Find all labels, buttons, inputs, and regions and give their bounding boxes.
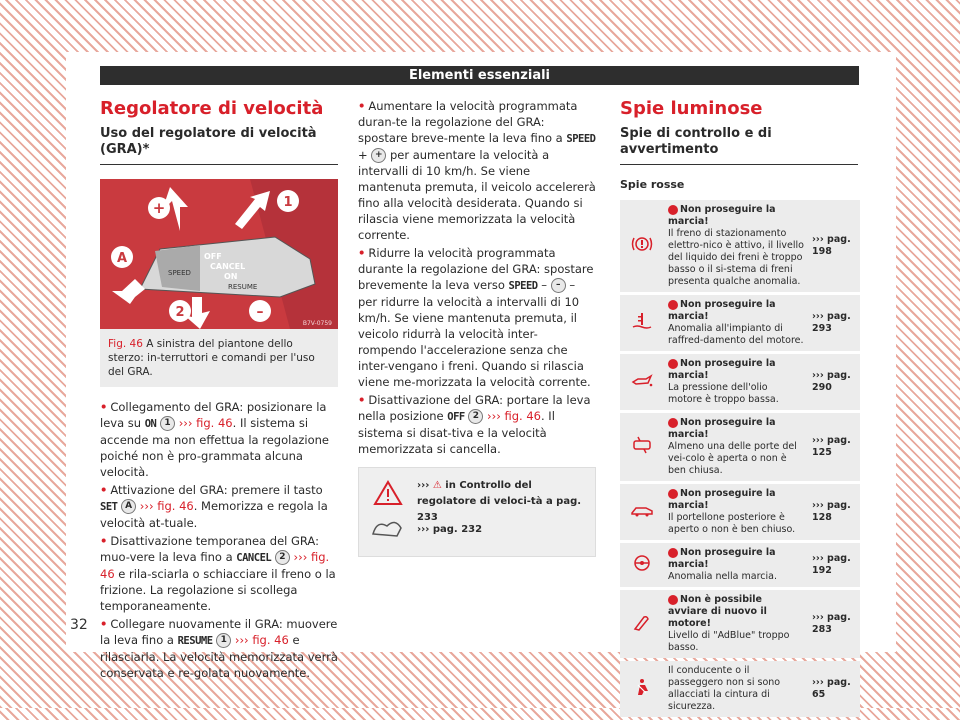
warning-light-row [620, 354, 860, 410]
row-description [664, 200, 808, 292]
middle-bullets [358, 98, 596, 457]
fig-link[interactable]: fig. 46 [196, 416, 233, 430]
row-body: Il freno di stazionamento elettro-nico è attivo, il livello del liquido dei freni è troppo basso o il si-stema di freni presenta qualche anomalia. [668, 228, 804, 287]
row-icon-cell [620, 413, 664, 481]
door-open-icon [630, 435, 654, 455]
stop-marker-icon [668, 205, 678, 215]
page-reference-link[interactable]: ››› pag. 192 [808, 543, 860, 587]
warning-light-row [620, 484, 860, 540]
stop-marker-icon [668, 595, 678, 605]
warning-triangle-icon [373, 480, 403, 506]
section-subtitle: Uso del regolatore di velocità (GRA)* [100, 126, 338, 165]
fig-link[interactable]: fig. 46 [252, 633, 289, 647]
row-body: Almeno una delle porte del vei-colo è aperta o non è ben chiusa. [668, 441, 797, 476]
row-icon-cell [620, 484, 664, 540]
brake-warning-icon [630, 234, 654, 254]
row-icon-cell [620, 354, 664, 410]
bullet-item: • Aumentare la velocità programmata duran-te la regolazione del GRA: spostare breve-mente la leva fino a SPEED + + per aumentare la velocità a intervalli di 10 km/h. Se viene mantenuta premuta, il veicolo accelererà fino alla velocità desiderata. Quando si rilascia viene memorizzata la velocità corrente. [358, 99, 596, 242]
figure-46 [100, 179, 338, 329]
row-description [664, 413, 808, 481]
bullet-item: • Disattivazione temporanea del GRA: muo-vere la leva fino a CANCEL 2 ››› fig. 46 e rila-sciarla o schiacciare il freno o la frizione. La regolazione si scollega temporaneamente. [100, 534, 336, 613]
callout-1: 1 [283, 195, 293, 210]
page-number: 32 [70, 617, 88, 633]
section-title: Regolatore di velocità [100, 98, 324, 119]
caption-text: A sinistra del piantone dello sterzo: in-terruttori e comandi per l'uso del GRA. [108, 338, 315, 378]
row-heading: Non proseguire la marcia! [668, 204, 776, 227]
row-heading: Non proseguire la marcia! [668, 299, 776, 322]
bullet-item: • Ridurre la velocità programmata durante la regolazione del GRA: spostare brevemente la leva verso SPEED – – – per ridurre la velocità a intervalli di 10 km/h. Se viene mantenuta premuta, il veicolo ridurrà la velocità inter-rompendo l'accelerazione senza che inter-vengano i freni. Quando si rilascia viene me-morizzata la velocità corrente. [358, 246, 594, 389]
middle-column [358, 98, 596, 557]
bullet-item: • Collegare nuovamente il GRA: muovere la leva fino a RESUME 1 ››› fig. 46 e rilasciarla. La velocità memorizzata verrà conservata e re-golata nuovamente. [100, 617, 338, 680]
warning-light-row [620, 590, 860, 658]
row-body: Il portellone posteriore è aperto o non è ben chiuso. [668, 512, 796, 535]
row-body: La pressione dell'olio motore è troppo bassa. [668, 382, 779, 405]
warning-lights-table [620, 197, 860, 720]
page-reference-link[interactable]: ››› pag. 128 [808, 484, 860, 540]
callout-a: A [116, 251, 128, 266]
warning-light-row [620, 295, 860, 351]
adblue-icon [630, 612, 654, 632]
stop-marker-icon [668, 489, 678, 499]
page-reference-link[interactable]: ››› pag. 293 [808, 295, 860, 351]
row-description [664, 661, 808, 717]
section-subtitle: Spie di controllo e di avvertimento [620, 126, 858, 165]
row-heading: Non proseguire la marcia! [668, 417, 776, 440]
coolant-icon [630, 311, 654, 331]
lever-cancel-label: CANCEL [210, 262, 246, 271]
right-column [620, 98, 858, 720]
row-heading: Non proseguire la marcia! [668, 547, 776, 570]
warning-light-row [620, 543, 860, 587]
row-body: Il conducente o il passeggero non si sono allacciati la cintura di sicurezza. [668, 665, 781, 712]
stalk-illustration [100, 179, 338, 329]
tailgate-icon [630, 500, 654, 520]
bullet-item: • Collegamento del GRA: posizionare la leva su ON 1 ››› fig. 46. Il sistema si accende ma non effettua la regolazione poiché non è pro-grammata alcuna velocità. [100, 400, 330, 479]
left-column [100, 98, 338, 683]
warning-box [358, 467, 596, 557]
left-bullets [100, 399, 338, 681]
row-icon-cell [620, 295, 664, 351]
note-ref: ››› pag. 232 [417, 524, 483, 535]
row-icon-cell [620, 200, 664, 292]
row-body: Anomalia nella marcia. [668, 571, 777, 582]
figure-code: B7V-0759 [302, 320, 332, 327]
row-heading: Non è possibile avviare di nuovo il motore! [668, 594, 767, 629]
warning-light-row [620, 200, 860, 292]
page-reference-link[interactable]: ››› pag. 283 [808, 590, 860, 658]
warning-lights-heading: Spie rosse [620, 178, 685, 191]
row-description [664, 354, 808, 410]
steering-icon [630, 553, 654, 573]
warning-light-row [620, 661, 860, 717]
lever-resume-label: RESUME [228, 283, 258, 291]
warning-light-row [620, 413, 860, 481]
bullet-item: • Attivazione del GRA: premere il tasto SET A ››› fig. 46. Memorizza e regola la velocità at-tuale. [100, 483, 328, 530]
fig-link[interactable]: fig. 46 [157, 499, 194, 513]
page-reference-link[interactable]: ››› pag. 198 [808, 200, 860, 292]
row-heading: Non proseguire la marcia! [668, 488, 776, 511]
lever-speed-label: SPEED [168, 269, 191, 277]
row-description [664, 484, 808, 540]
page-reference-link[interactable]: ››› pag. 290 [808, 354, 860, 410]
row-body: Anomalia all'impianto di raffred-damento del motore. [668, 323, 804, 346]
row-description [664, 543, 808, 587]
row-heading: Non proseguire la marcia! [668, 358, 776, 381]
stop-marker-icon [668, 418, 678, 428]
row-icon-cell [620, 543, 664, 587]
lever-off-label: OFF [204, 252, 222, 261]
figure-caption [100, 329, 338, 387]
row-icon-cell [620, 590, 664, 658]
page-reference-link[interactable]: ››› pag. 65 [808, 661, 860, 717]
seatbelt-icon [630, 677, 654, 697]
fig-link[interactable]: fig. 46 [504, 409, 541, 423]
environment-note-icon [371, 516, 405, 540]
row-description [664, 590, 808, 658]
stop-marker-icon [668, 359, 678, 369]
lever-on-label: ON [224, 272, 238, 281]
row-icon-cell [620, 661, 664, 717]
callout-plus: + [152, 199, 166, 217]
chapter-header: Elementi essenziali [100, 66, 859, 85]
callout-minus: – [256, 304, 264, 320]
warning-ref: ››› ⚠ in Controllo del regolatore di veloci-tà a pag. 233 [417, 480, 582, 523]
stop-marker-icon [668, 548, 678, 558]
callout-2: 2 [175, 305, 185, 320]
fig-link[interactable]: fig. 46 [100, 550, 330, 581]
oil-pressure-icon [630, 370, 654, 390]
section-title: Spie luminose [620, 98, 763, 119]
stop-marker-icon [668, 300, 678, 310]
page-reference-link[interactable]: ››› pag. 125 [808, 413, 860, 481]
bullet-item: • Disattivazione del GRA: portare la leva nella posizione OFF 2 ››› fig. 46. Il sistema si disat-tiva e la velocità memorizzata si cancella. [358, 393, 591, 456]
caption-ref: Fig. 46 [108, 338, 143, 350]
row-description [664, 295, 808, 351]
row-body: Livello di "AdBlue" troppo basso. [668, 630, 790, 653]
